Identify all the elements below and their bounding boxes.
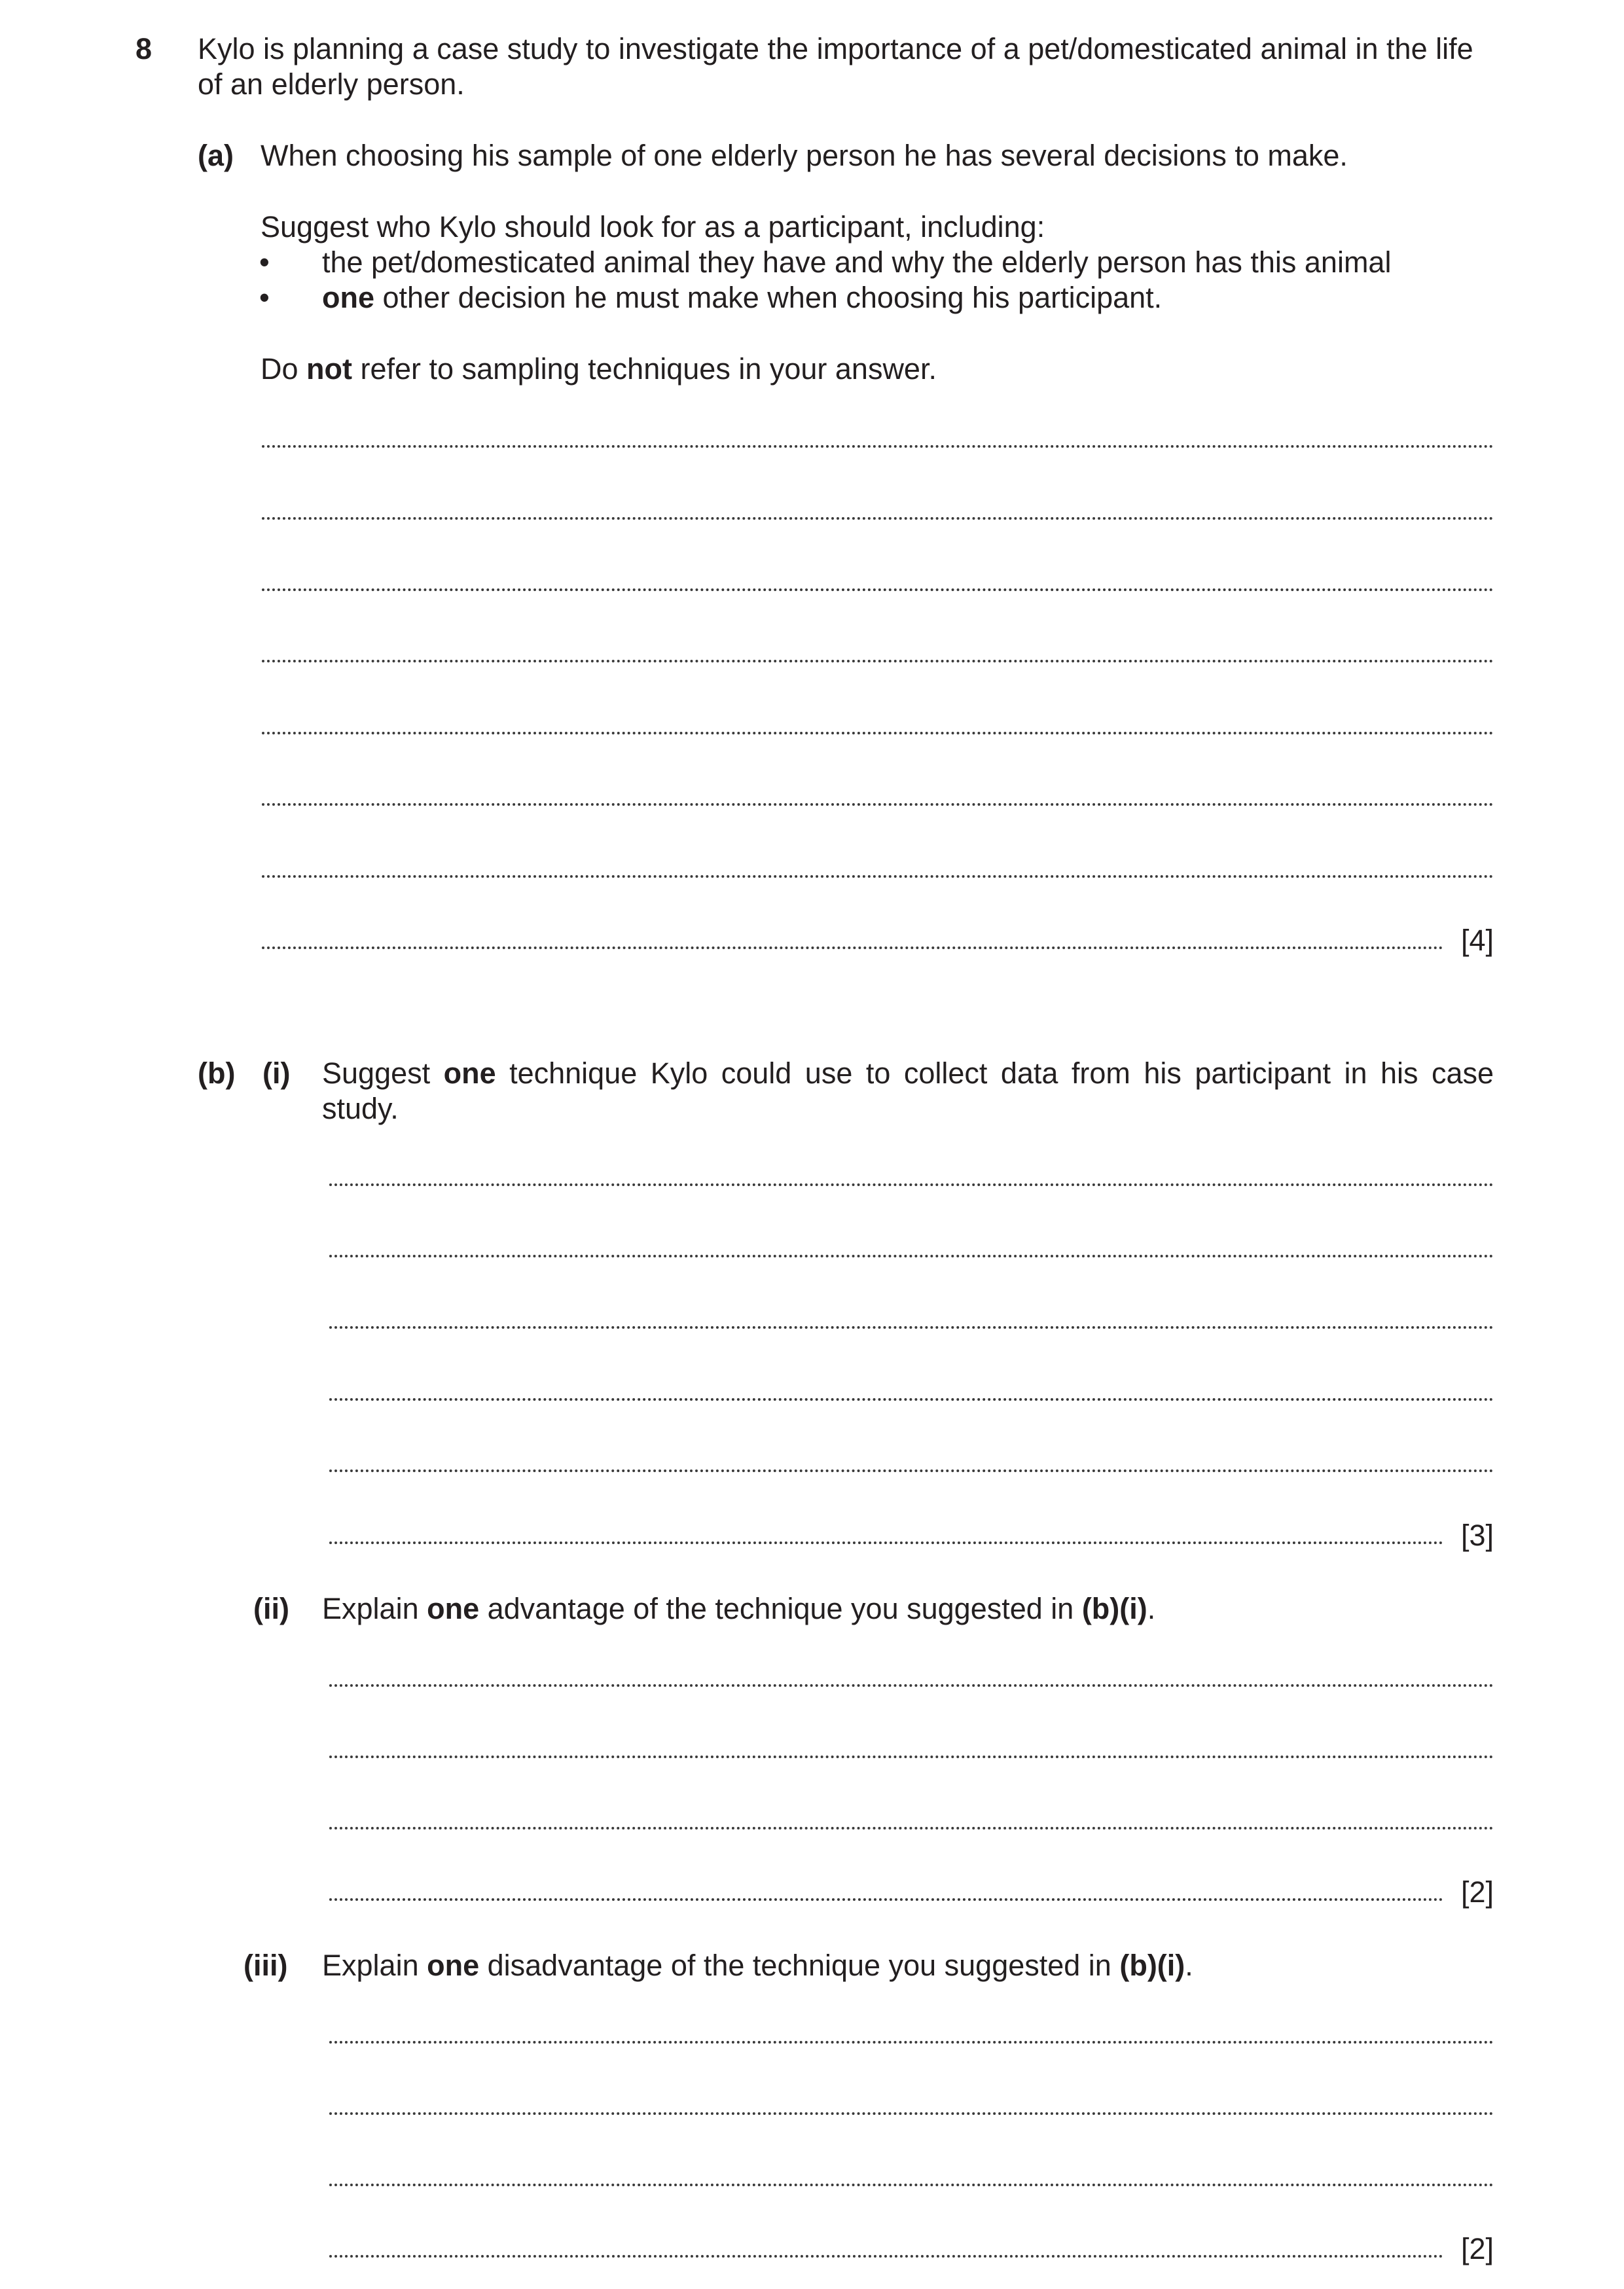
answer-line[interactable]	[329, 1326, 1494, 1329]
b-iii-ref: (b)(i)	[1119, 1949, 1185, 1982]
part-b-iii-label: (iii)	[244, 1949, 288, 1982]
b-i-emphasis: one	[443, 1056, 496, 1090]
part-b-ii-text	[322, 1591, 1155, 1627]
answer-line[interactable]	[262, 517, 1494, 520]
answer-line[interactable]	[329, 1398, 1494, 1401]
bullet-2-emphasis: one	[322, 281, 375, 314]
b-iii-emphasis: one	[427, 1949, 480, 1982]
part-b-ii-marks: [2]	[1460, 1875, 1494, 1909]
bullet-2-rest: other decision he must make when choosing his participant.	[374, 281, 1163, 314]
answer-line[interactable]	[329, 1255, 1494, 1257]
note-emphasis: not	[306, 352, 352, 386]
answer-line[interactable]	[262, 946, 1443, 949]
part-a-suggest: Suggest who Kylo should look for as a participant, including:	[261, 210, 1045, 243]
b-iii-end: .	[1185, 1949, 1193, 1982]
answer-line[interactable]	[329, 1183, 1494, 1186]
b-iii-pre: Explain	[322, 1949, 427, 1982]
b-iii-mid: disadvantage of the technique you suggested in	[479, 1949, 1120, 1982]
note-pre: Do	[261, 352, 307, 386]
bullet-1-marker: •	[259, 245, 270, 279]
question-stem-line-2: of an elderly person.	[198, 67, 465, 101]
note-post: refer to sampling techniques in your answer.	[352, 352, 937, 386]
part-b-iii-marks: [2]	[1460, 2232, 1494, 2265]
answer-line[interactable]	[329, 1827, 1494, 1829]
part-b-i-text	[322, 1056, 1494, 1126]
part-a-note	[261, 351, 937, 387]
answer-line[interactable]	[329, 2255, 1443, 2258]
b-ii-end: .	[1147, 1592, 1156, 1625]
bullet-1-text: the pet/domesticated animal they have and why the elderly person has this animal	[322, 245, 1392, 279]
part-a-marks: [4]	[1460, 924, 1494, 957]
answer-line[interactable]	[329, 1898, 1443, 1901]
answer-line[interactable]	[262, 732, 1494, 734]
part-b-i-marks: [3]	[1460, 1519, 1494, 1552]
answer-line[interactable]	[329, 1684, 1494, 1687]
answer-line[interactable]	[329, 1469, 1494, 1472]
b-ii-pre: Explain	[322, 1592, 427, 1625]
b-ii-emphasis: one	[427, 1592, 480, 1625]
bullet-2-marker: •	[259, 281, 270, 314]
b-i-post: technique Kylo could use to collect data from his participant in his case study.	[322, 1056, 1494, 1125]
part-b-ii-label: (ii)	[253, 1592, 289, 1625]
b-i-pre: Suggest	[322, 1056, 444, 1090]
part-b-label: (b)	[198, 1056, 236, 1090]
answer-line[interactable]	[329, 1756, 1494, 1758]
answer-line[interactable]	[329, 2184, 1494, 2186]
b-ii-ref: (b)(i)	[1081, 1592, 1147, 1625]
part-b-i-label: (i)	[262, 1056, 291, 1090]
part-a-intro: When choosing his sample of one elderly person he has several decisions to make.	[261, 139, 1348, 172]
answer-line[interactable]	[329, 2112, 1494, 2115]
answer-line[interactable]	[262, 445, 1494, 448]
answer-line[interactable]	[262, 588, 1494, 591]
b-ii-mid: advantage of the technique you suggested in	[479, 1592, 1082, 1625]
part-b-iii-text	[322, 1948, 1193, 1983]
bullet-2-text	[322, 280, 1162, 315]
question-stem-line-1: Kylo is planning a case study to investigate the importance of a pet/domesticated animal in the life	[198, 32, 1473, 65]
question-number: 8	[135, 32, 153, 65]
answer-line[interactable]	[262, 803, 1494, 806]
answer-line[interactable]	[262, 875, 1494, 878]
answer-line[interactable]	[262, 660, 1494, 662]
part-a-label: (a)	[198, 139, 234, 172]
answer-line[interactable]	[329, 2041, 1494, 2044]
answer-line[interactable]	[329, 1541, 1443, 1544]
